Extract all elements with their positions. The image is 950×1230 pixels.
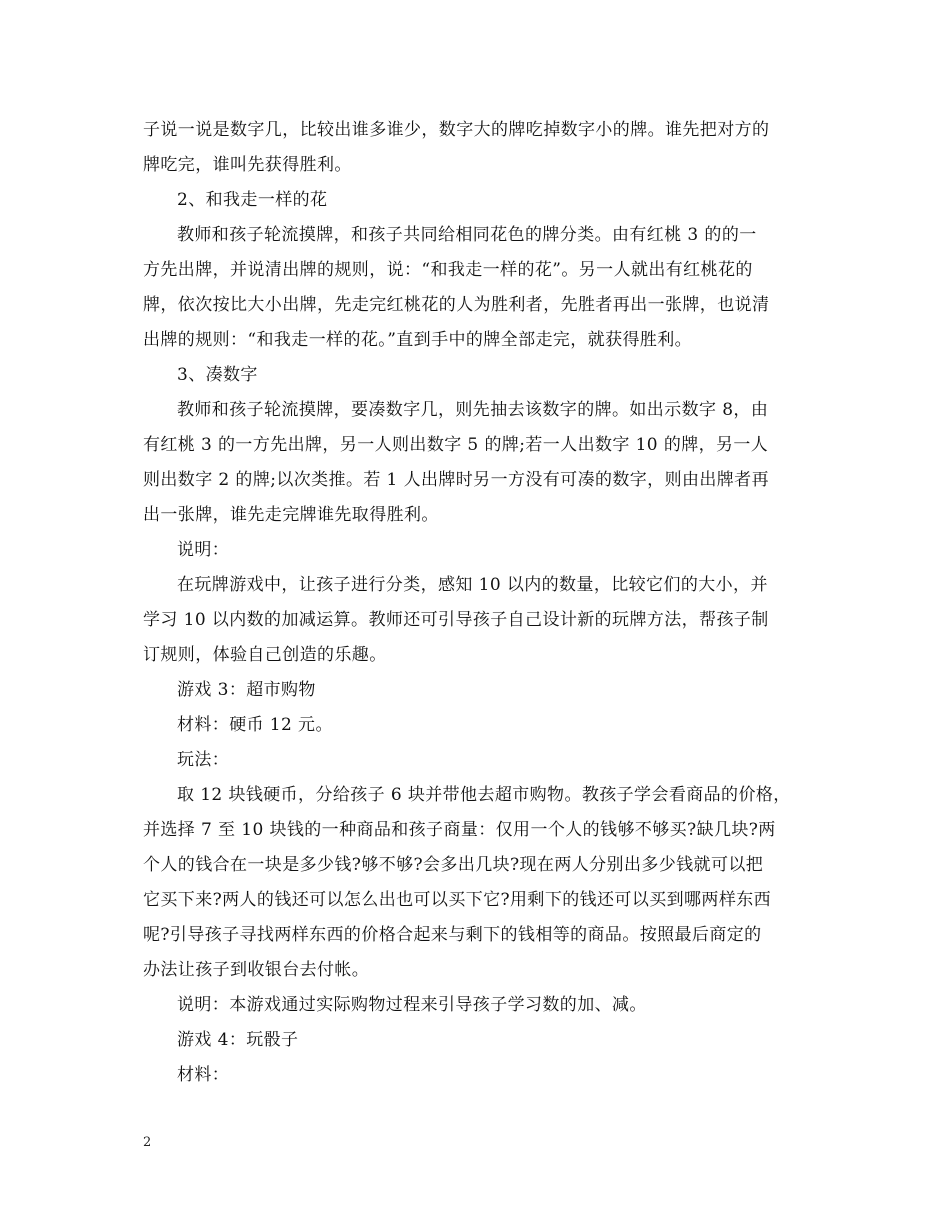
section-heading-make-number <box>143 358 811 393</box>
text-line: 教师和孩子轮流摸牌，和孩子共同给相同花色的牌分类。由有红桃 3 的的一 <box>177 225 757 245</box>
text-line: 在玩牌游戏中，让孩子进行分类，感知 10 以内的数量，比较它们的大小，并 <box>177 575 768 595</box>
materials-text: 材料：硬币 12 元。 <box>177 715 333 735</box>
text-line: 呢?引导孩子寻找两样东西的价格合起来与剩下的钱相等的商品。按照最后商定的 <box>143 925 762 945</box>
label-explanation <box>143 533 811 568</box>
explanation-text: 说明：本游戏通过实际购物过程来引导孩子学习数的加、减。 <box>177 995 647 1015</box>
text-line: 方先出牌，并说清出牌的规则，说：“和我走一样的花”。另一人就出有红桃花的 <box>143 260 753 280</box>
method-label-text: 玩法： <box>177 750 230 770</box>
game-title-text: 游戏 4：玩骰子 <box>177 1030 299 1050</box>
text-line: 办法让孩子到收银台去付帐。 <box>143 960 370 980</box>
text-line: 取 12 块钱硬币，分给孩子 6 块并带他去超市购物。教孩子学会看商品的价格， <box>177 785 791 805</box>
paragraph-card-game-explanation <box>143 568 811 673</box>
text-line: 学习 10 以内数的加减运算。教师还可引导孩子自己设计新的玩牌方法，帮孩子制 <box>143 610 769 630</box>
text-line: 有红桃 3 的一方先出牌，另一人则出数字 5 的牌;若一人出数字 10 的牌，另一人 <box>143 435 769 455</box>
paragraph-make-number-rules <box>143 393 811 533</box>
materials-text: 材料： <box>177 1065 230 1085</box>
game-3-title <box>143 673 811 708</box>
section-heading-same-suit <box>143 183 811 218</box>
text-line: 并选择 7 至 10 块钱的一种商品和孩子商量：仅用一个人的钱够不够买?缺几块?两 <box>143 820 776 840</box>
paragraph-card-compare-end <box>143 113 811 183</box>
text-line: 它买下来?两人的钱还可以怎么出也可以买下它?用剩下的钱还可以买到哪两样东西 <box>143 890 772 910</box>
paragraph-same-suit-rules <box>143 218 811 358</box>
game-4-materials <box>143 1058 811 1093</box>
game-4-title <box>143 1023 811 1058</box>
page-number: 2 <box>143 1135 152 1150</box>
game-title-text: 游戏 3：超市购物 <box>177 680 316 700</box>
document-body <box>143 113 811 1093</box>
text-line: 出牌的规则：“和我走一样的花。”直到手中的牌全部走完，就获得胜利。 <box>143 330 693 350</box>
text-line: 教师和孩子轮流摸牌，要凑数字几，则先抽去该数字的牌。如出示数字 8，由 <box>177 400 769 420</box>
text-line: 则出数字 2 的牌;以次类推。若 1 人出牌时另一方没有可凑的数字，则由出牌者再 <box>143 470 769 490</box>
game-3-materials <box>143 708 811 743</box>
text-line: 牌，依次按比大小出牌，先走完红桃花的人为胜利者，先胜者再出一张牌，也说清 <box>143 295 770 315</box>
paragraph-shopping-method <box>143 778 811 988</box>
game-3-explanation <box>143 988 811 1023</box>
game-3-method-label <box>143 743 811 778</box>
text-line: 个人的钱合在一块是多少钱?够不够?会多出几块?现在两人分别出多少钱就可以把 <box>143 855 764 875</box>
text-line: 牌吃完，谁叫先获得胜利。 <box>143 155 352 175</box>
heading-text: 3、凑数字 <box>177 365 258 385</box>
heading-text: 2、和我走一样的花 <box>177 190 328 210</box>
label-text: 说明： <box>177 540 230 560</box>
text-line: 子说一说是数字几，比较出谁多谁少，数字大的牌吃掉数字小的牌。谁先把对方的 <box>143 120 770 140</box>
text-line: 出一张牌，谁先走完牌谁先取得胜利。 <box>143 505 439 525</box>
text-line: 订规则，体验自己创造的乐趣。 <box>143 645 387 665</box>
